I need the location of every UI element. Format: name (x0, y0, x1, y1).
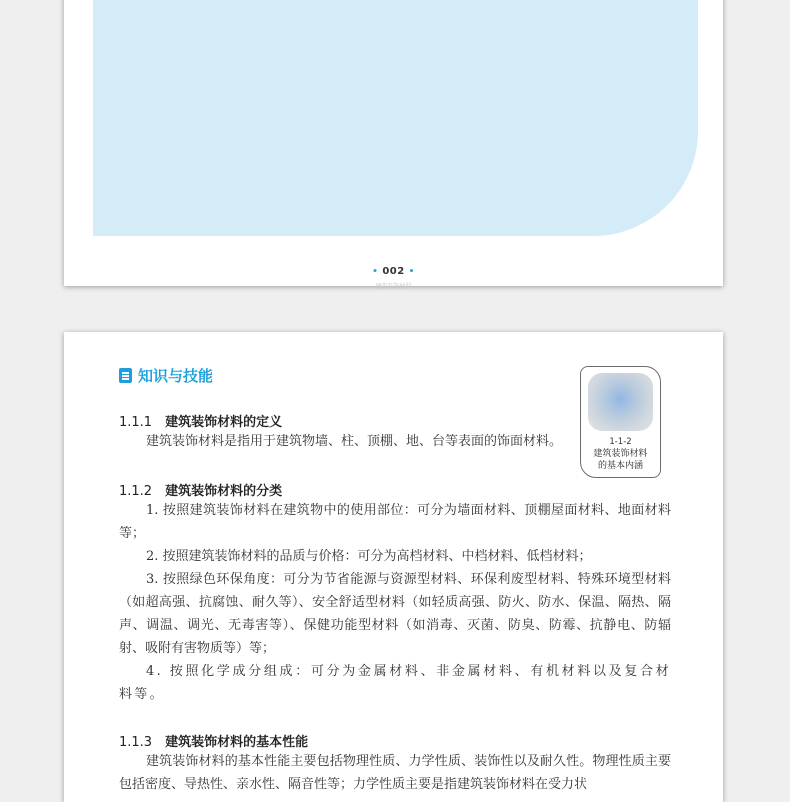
previous-page (64, 0, 723, 290)
page-number: • 002 • (372, 266, 415, 277)
heading-1-1-1: 1.1.1 建筑装饰材料的定义 (119, 415, 283, 430)
list-item: 3. 按照绿色环保角度：可分为节省能源与资源型材料、环保利废型材料、特殊环境型材料（如超高强、抗腐蚀、耐久等）、安全舒适型材料（如轻质高强、防火、防水、保温、隔热、隔声、调温、调光、无毒害等）、保健功能型材料（如消毒、灭菌、防臭、防霉、抗静电、防辐射、吸附有害物质等）等； (119, 572, 671, 656)
qr-code-icon[interactable] (588, 373, 653, 431)
qr-code-card[interactable] (580, 366, 661, 478)
qr-caption: 建筑装饰材料 的基本内涵 (593, 449, 648, 471)
section-heading (119, 365, 213, 386)
section-title: 知识与技能 (138, 367, 214, 385)
heading-1-1-2: 1.1.2 建筑装饰材料的分类 (119, 484, 283, 499)
dot-icon: • (408, 267, 415, 277)
paragraph-definition: 建筑装饰材料是指用于建筑物墙、柱、顶棚、地、台等表面的饰面材料。 (146, 434, 563, 449)
heading-1-1-3: 1.1.3 建筑装饰材料的基本性能 (119, 735, 309, 750)
list-item: 2. 按照建筑装饰材料的品质与价格：可分为高档材料、中档材料、低档材料； (146, 549, 592, 564)
list-item: 1. 按照建筑装饰材料在建筑物中的使用部位：可分为墙面材料、顶棚屋面材料、地面材料等； (119, 503, 671, 541)
list-item: 4. 按照化学成分组成：可分为金属材料、非金属材料、有机材料以及复合材料等。 (119, 664, 671, 702)
qr-code-number: 1-1-2 (609, 437, 632, 447)
page-footer-text: 建筑装饰材料 (375, 283, 412, 290)
blue-content-panel (93, 0, 698, 236)
current-page (64, 332, 723, 802)
dot-icon: • (372, 267, 379, 277)
book-icon (119, 368, 132, 383)
paragraph-properties: 建筑装饰材料的基本性能主要包括物理性质、力学性质、装饰性以及耐久性。物理性质主要包括密度、导热性、亲水性、隔音性等；力学性质主要是指建筑装饰材料在受力状 (119, 754, 671, 792)
